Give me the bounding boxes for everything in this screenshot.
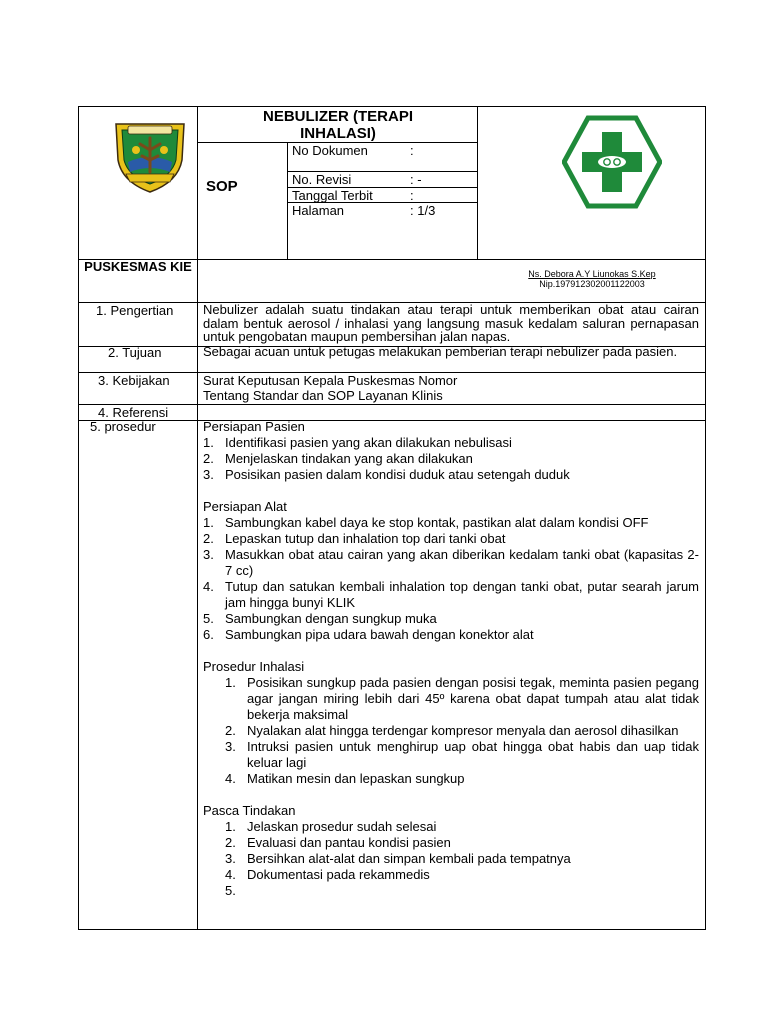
row-label-referensi: 4. Referensi [98, 405, 169, 420]
signer-name: Ns. Debora A.Y Liunokas S.Kep [528, 269, 656, 279]
list-item: 5. Sambungkan dengan sungkup muka [203, 611, 437, 626]
regional-logo [110, 116, 190, 194]
meta-label: No. Revisi [292, 172, 352, 187]
signer-nip: Nip.197912302001122003 [539, 279, 645, 289]
list-item: 4. Tutup dan satukan kembali inhalation top dengan tanki obat, putar searah jarum jam hingga bunyi KLIK [203, 579, 699, 610]
row-text-kebijakan-2: Tentang Standar dan SOP Layanan Klinis [203, 388, 443, 403]
list-item: 3. Masukkan obat atau cairan yang akan diberikan kedalam tanki obat (kapasitas 2-7 cc) [203, 547, 699, 578]
puskesmas-logo [562, 114, 662, 210]
row-label-kebijakan: 3. Kebijakan [98, 373, 170, 388]
puskesmas-name: PUSKESMAS KIE [84, 259, 192, 274]
row-text-tujuan: Sebagai acuan untuk petugas melakukan pemberian terapi nebulizer pada pasien. [203, 344, 678, 359]
list-item: 3. Intruksi pasien untuk menghirup uap obat hingga obat habis dan uap tidak keluar lagi [225, 739, 699, 770]
sop-document [78, 106, 706, 930]
list-item: 5. [225, 883, 236, 898]
procedure-content [203, 419, 699, 899]
list-item: 4. Matikan mesin dan lepaskan sungkup [225, 771, 465, 786]
document-title: NEBULIZER (TERAPI INHALASI) [263, 108, 413, 142]
list-item: 2. Evaluasi dan pantau kondisi pasien [225, 835, 451, 850]
list-item: 1. Jelaskan prosedur sudah selesai [225, 819, 437, 834]
list-item: 3. Posisikan pasien dalam kondisi duduk atau setengah duduk [203, 467, 570, 482]
list-item: 4. Dokumentasi pada rekammedis [225, 867, 430, 882]
list-item: 2. Nyalakan alat hingga terdengar kompresor menyala dan aerosol dihasilkan [225, 723, 679, 738]
list-item: 6. Sambungkan pipa udara bawah dengan konektor alat [203, 627, 534, 642]
section-title-prosedur-inhalasi: Prosedur Inhalasi [203, 659, 305, 674]
meta-value: : [410, 188, 414, 203]
section-title-pasca-tindakan: Pasca Tindakan [203, 803, 296, 818]
row-label-tujuan: 2. Tujuan [108, 345, 162, 360]
meta-value: : 1/3 [410, 203, 436, 218]
section-title-persiapan-alat: Persiapan Alat [203, 499, 287, 514]
meta-label: Tanggal Terbit [292, 188, 373, 203]
list-item: 1. Sambungkan kabel daya ke stop kontak, pastikan alat dalam kondisi OFF [203, 515, 649, 530]
row-label-pengertian: 1. Pengertian [96, 303, 174, 318]
list-item: 1. Posisikan sungkup pada pasien dengan posisi tegak, meminta pasien pegang agar jangan miring lebih dari 45º karena obat dapat tumpah atau alat tidak bekerja maksimal [225, 675, 699, 722]
list-item: 3. Bersihkan alat-alat dan simpan kembali pada tempatnya [225, 851, 571, 866]
list-item: 2. Lepaskan tutup dan inhalation top dari tanki obat [203, 531, 506, 546]
meta-value: : - [410, 172, 422, 187]
row-text-pengertian: Nebulizer adalah suatu tindakan atau terapi untuk memberikan obat atau cairan dalam bentuk aerosol / inhalasi yang langsung masuk kedalam saluran pernapasan untuk pengobatan maupun pembersihan jalan napas. [203, 302, 699, 344]
row-label-prosedur: 5. prosedur [90, 419, 156, 434]
row-text-kebijakan-1: Surat Keputusan Kepala Puskesmas Nomor [203, 373, 458, 388]
meta-value: : [410, 143, 414, 158]
meta-label: No Dokumen [292, 143, 368, 158]
section-title-persiapan-pasien: Persiapan Pasien [203, 419, 305, 434]
meta-label: Halaman [292, 203, 345, 218]
list-item: 1. Identifikasi pasien yang akan dilakukan nebulisasi [203, 435, 512, 450]
list-item: 2. Menjelaskan tindakan yang akan dilakukan [203, 451, 473, 466]
sop-label: SOP [206, 178, 238, 195]
